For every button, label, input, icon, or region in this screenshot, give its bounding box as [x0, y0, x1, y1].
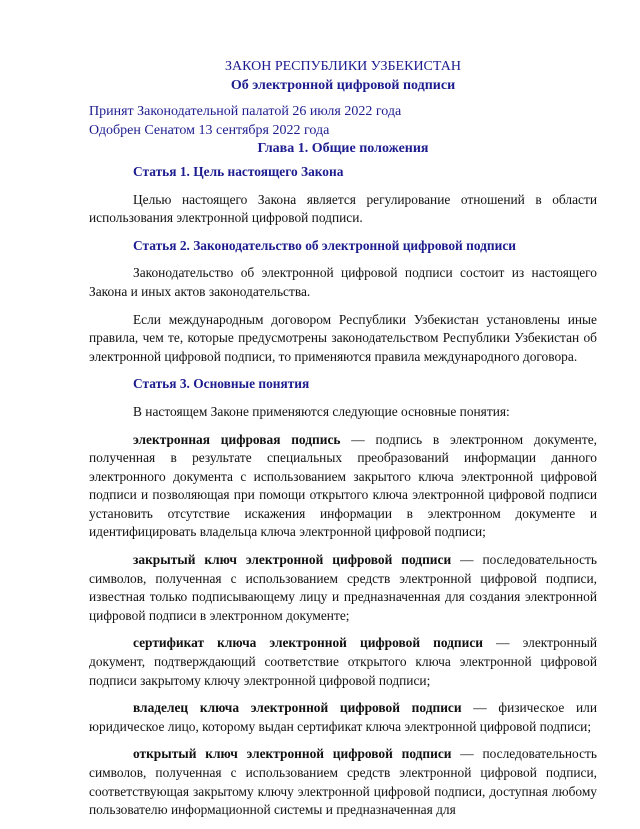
article-2-heading: Статья 2. Законодательство об электронной цифровой подписи [133, 237, 517, 253]
definition-text: — последовательность символов, полученная с использованием средств электронной цифровой подписи, соответствующая закрытому ключу электронной цифровой подписи, доступная любому пользователю информационной системы и предназначенная для [89, 746, 597, 818]
definition-term: сертификат ключа электронной цифровой подписи [133, 635, 484, 651]
adopted-date: Принят Законодательной палатой 26 июля 2022 года [89, 104, 402, 120]
article-2-paragraph: Если международным договором Республики Узбекистан установлены иные правила, чем те, которые предусмотрены законодательством Республики Узбекистан об электронной цифровой подписи, то применяются правила международного договора. [89, 311, 597, 364]
article-1-heading: Статья 1. Цель настоящего Закона [133, 163, 344, 179]
law-title: ЗАКОН РЕСПУБЛИКИ УЗБЕКИСТАН [225, 59, 461, 74]
approved-date: Одобрен Сенатом 13 сентября 2022 года [89, 122, 330, 138]
definition-term: закрытый ключ электронной цифровой подписи [133, 552, 452, 568]
definition-text: — последовательность символов, полученная с использованием средств электронной цифровой подписи, известная только подписывающему лицу и предназначенная для создания электронной цифровой подписи в электронном документе; [89, 552, 598, 623]
definition-text: — электронный документ, подтверждающий соответствие открытого ключа электронной цифровой подписи закрытому ключу электронной цифровой подписи; [89, 635, 597, 688]
definition-text: — подпись в электронном документе, полученная в результате специальных преобразований информации данного электронного документа с использованием закрытого ключа электронной цифровой подписи и позволяющая при помощи открытого ключа электронной цифровой подписи установить отсутствие искажения информации в электронном документе и идентифицировать владельца ключа электронной цифровой подписи; [89, 431, 597, 540]
definition-item [89, 551, 597, 625]
article-3-intro: В настоящем Законе применяются следующие основные понятия: [133, 403, 510, 419]
definition-item [89, 431, 597, 543]
definition-term: открытый ключ электронной цифровой подписи [133, 746, 452, 762]
law-subtitle: Об электронной цифровой подписи [230, 77, 456, 93]
definition-term: электронная цифровая подпись [133, 431, 341, 447]
article-3-heading: Статья 3. Основные понятия [133, 376, 310, 392]
definition-text: — физическое или юридическое лицо, которому выдан сертификат ключа электронной цифровой подписи; [89, 700, 597, 734]
article-2-paragraph: Законодательство об электронной цифровой подписи состоит из настоящего Закона и иных актов законодательства. [89, 265, 597, 299]
definition-item [89, 745, 597, 819]
chapter-heading: Глава 1. Общие положения [257, 141, 429, 157]
definition-item [89, 634, 597, 690]
definition-item [89, 699, 597, 736]
document-page [89, 58, 597, 829]
definition-term: владелец ключа электронной цифровой подписи [133, 700, 462, 716]
article-1-paragraph: Целью настоящего Закона является регулирование отношений в области использования электронной цифровой подписи. [89, 191, 597, 226]
